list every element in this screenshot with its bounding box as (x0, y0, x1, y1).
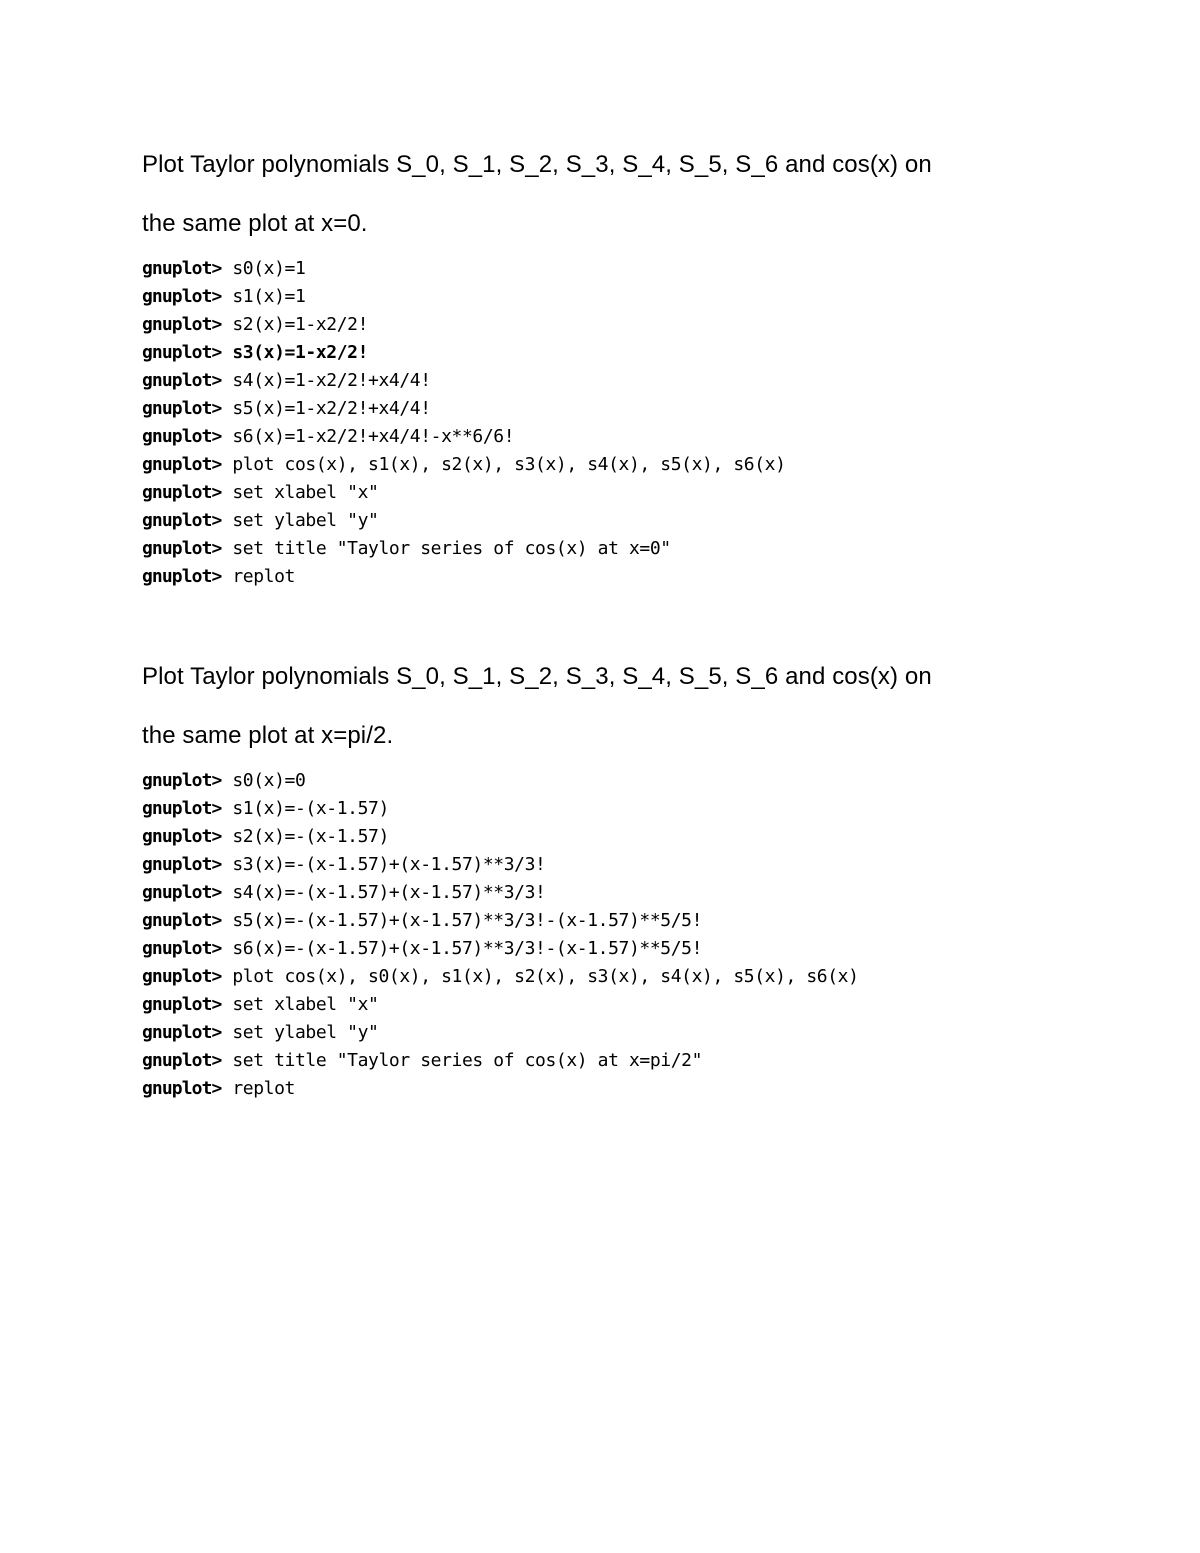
gnuplot-prompt: gnuplot> (142, 342, 222, 363)
section-heading-line-2: the same plot at x=0. (142, 210, 368, 237)
code-line (142, 535, 1102, 563)
gnuplot-prompt: gnuplot> (142, 286, 222, 307)
code-command: replot (232, 566, 295, 587)
code-command: s2(x)=-(x-1.57) (232, 826, 389, 847)
code-command: set ylabel "y" (232, 1022, 379, 1043)
gnuplot-prompt: gnuplot> (142, 854, 222, 875)
code-command: set xlabel "x" (232, 482, 379, 503)
gnuplot-prompt: gnuplot> (142, 258, 222, 279)
code-command: s6(x)=1-x2/2!+x4/4!-x**6/6! (232, 426, 515, 447)
code-command: s2(x)=1-x2/2! (232, 314, 369, 335)
code-line (142, 935, 1102, 963)
code-line (142, 991, 1102, 1019)
code-command: s4(x)=-(x-1.57)+(x-1.57)**3/3! (232, 882, 546, 903)
code-line (142, 255, 1102, 283)
code-line (142, 879, 1102, 907)
code-command: s6(x)=-(x-1.57)+(x-1.57)**3/3!-(x-1.57)**5/5! (232, 938, 703, 959)
gnuplot-code-block (142, 767, 1102, 1103)
code-command: s3(x)=-(x-1.57)+(x-1.57)**3/3! (232, 854, 546, 875)
code-line (142, 367, 1102, 395)
gnuplot-prompt: gnuplot> (142, 938, 222, 959)
code-command: s1(x)=1 (232, 286, 306, 307)
code-line (142, 395, 1102, 423)
code-command: plot cos(x), s0(x), s1(x), s2(x), s3(x), s4(x), s5(x), s6(x) (232, 966, 859, 987)
gnuplot-prompt: gnuplot> (142, 994, 222, 1015)
gnuplot-prompt: gnuplot> (142, 454, 222, 475)
gnuplot-prompt: gnuplot> (142, 566, 222, 587)
code-line (142, 283, 1102, 311)
code-command: set ylabel "y" (232, 510, 379, 531)
gnuplot-prompt: gnuplot> (142, 1022, 222, 1043)
gnuplot-prompt: gnuplot> (142, 910, 222, 931)
code-line (142, 1075, 1102, 1103)
gnuplot-prompt: gnuplot> (142, 538, 222, 559)
code-command: set xlabel "x" (232, 994, 379, 1015)
gnuplot-prompt: gnuplot> (142, 482, 222, 503)
code-line (142, 563, 1102, 591)
gnuplot-prompt: gnuplot> (142, 826, 222, 847)
code-command: s0(x)=0 (232, 770, 306, 791)
code-line (142, 451, 1102, 479)
gnuplot-prompt: gnuplot> (142, 966, 222, 987)
code-command: s0(x)=1 (232, 258, 306, 279)
gnuplot-prompt: gnuplot> (142, 1050, 222, 1071)
section-heading-line-1: Plot Taylor polynomials S_0, S_1, S_2, S_3, S_4, S_5, S_6 and cos(x) on (142, 663, 932, 690)
code-line (142, 767, 1102, 795)
section-heading-line-2: the same plot at x=pi/2. (142, 722, 394, 749)
gnuplot-prompt: gnuplot> (142, 510, 222, 531)
code-command: set title "Taylor series of cos(x) at x=0" (232, 538, 671, 559)
section-taylor-at-pi-half (142, 660, 1102, 1103)
code-command: s5(x)=1-x2/2!+x4/4! (232, 398, 431, 419)
gnuplot-prompt: gnuplot> (142, 370, 222, 391)
gnuplot-code-block (142, 255, 1102, 591)
code-line (142, 907, 1102, 935)
code-command: s3(x)=1-x2/2! (232, 342, 369, 363)
code-command: plot cos(x), s1(x), s2(x), s3(x), s4(x), s5(x), s6(x) (232, 454, 786, 475)
gnuplot-prompt: gnuplot> (142, 398, 222, 419)
code-line (142, 963, 1102, 991)
code-command: set title "Taylor series of cos(x) at x=pi/2" (232, 1050, 703, 1071)
section-taylor-at-zero (142, 148, 1102, 591)
code-command: s5(x)=-(x-1.57)+(x-1.57)**3/3!-(x-1.57)**5/5! (232, 910, 703, 931)
gnuplot-prompt: gnuplot> (142, 882, 222, 903)
code-command: replot (232, 1078, 295, 1099)
code-line (142, 1019, 1102, 1047)
gnuplot-prompt: gnuplot> (142, 426, 222, 447)
gnuplot-prompt: gnuplot> (142, 798, 222, 819)
gnuplot-prompt: gnuplot> (142, 1078, 222, 1099)
code-line (142, 795, 1102, 823)
code-command: s1(x)=-(x-1.57) (232, 798, 389, 819)
code-line (142, 507, 1102, 535)
code-line (142, 339, 1102, 367)
code-line (142, 423, 1102, 451)
code-line (142, 851, 1102, 879)
code-line (142, 479, 1102, 507)
section-heading-line-1: Plot Taylor polynomials S_0, S_1, S_2, S_3, S_4, S_5, S_6 and cos(x) on (142, 151, 932, 178)
gnuplot-prompt: gnuplot> (142, 314, 222, 335)
code-line (142, 311, 1102, 339)
code-line (142, 1047, 1102, 1075)
gnuplot-prompt: gnuplot> (142, 770, 222, 791)
code-command: s4(x)=1-x2/2!+x4/4! (232, 370, 431, 391)
code-line (142, 823, 1102, 851)
